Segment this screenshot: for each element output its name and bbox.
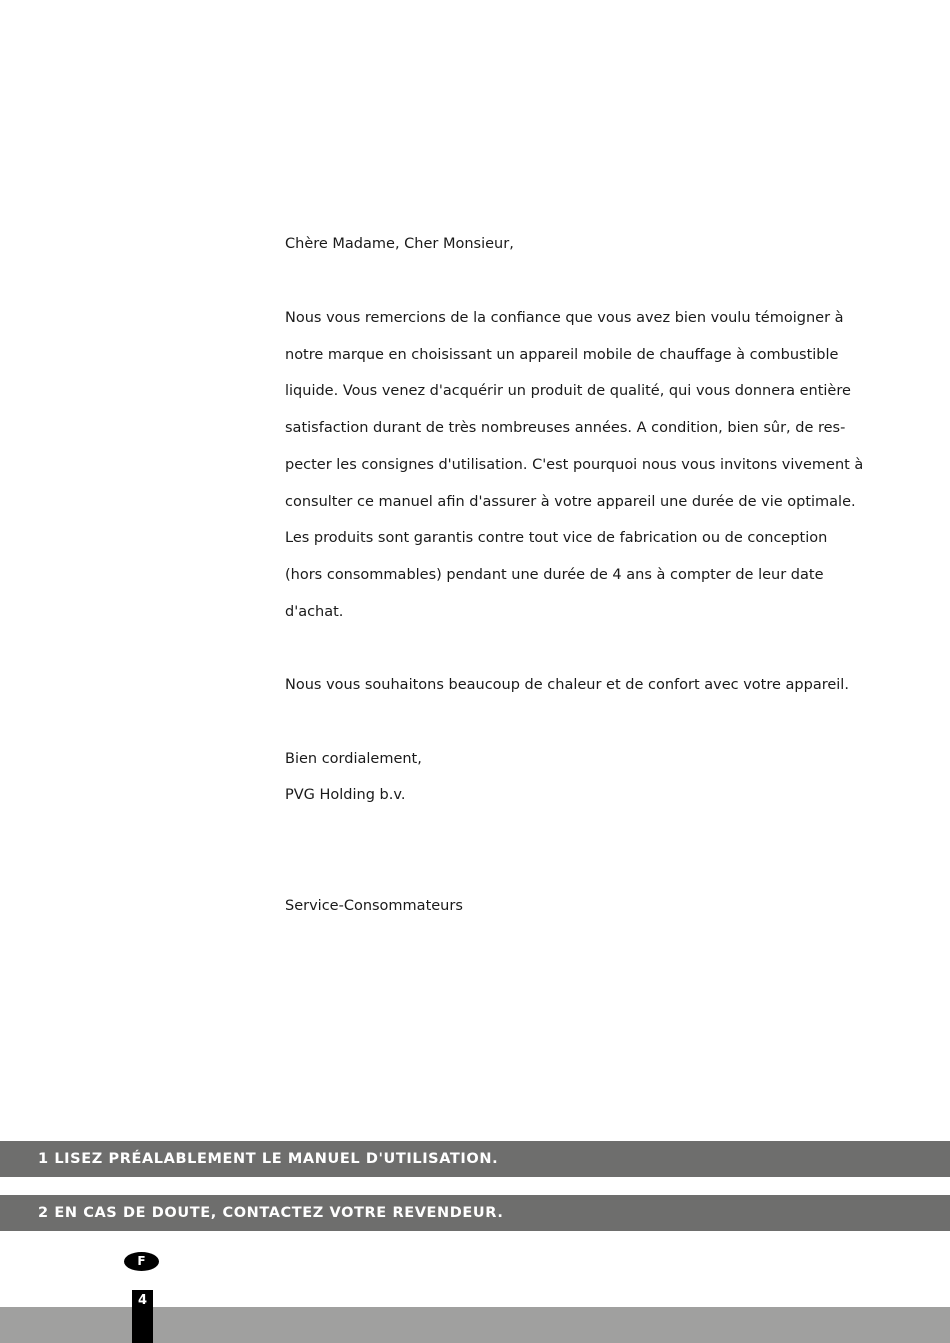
letter-body-line: d'achat. xyxy=(285,604,344,620)
letter-greeting: Chère Madame, Cher Monsieur, xyxy=(285,236,514,252)
letter-body-line: satisfaction durant de très nombreuses années. A condition, bien sûr, de res- xyxy=(285,420,846,436)
letter-body-line: Les produits sont garantis contre tout vice de fabrication ou de conception xyxy=(285,530,828,546)
letter-body-line: Nous vous remercions de la confiance que vous avez bien voulu témoigner à xyxy=(285,310,844,326)
instruction-banner-read-manual: 1 LISEZ PRÉALABLEMENT LE MANUEL D'UTILISATION. xyxy=(0,1141,950,1177)
letter-body-line: consulter ce manuel afin d'assurer à votre appareil une durée de vie optimale. xyxy=(285,494,856,510)
letter-body-line: (hors consommables) pendant une durée de 4 ans à compter de leur date xyxy=(285,567,824,583)
letter-department: Service-Consommateurs xyxy=(285,898,463,914)
letter-company: PVG Holding b.v. xyxy=(285,787,406,803)
page-number: 4 xyxy=(132,1290,153,1343)
letter-closing: Bien cordialement, xyxy=(285,751,422,767)
letter-body-line: notre marque en choisissant un appareil mobile de chauffage à combustible xyxy=(285,347,839,363)
letter-wishes: Nous vous souhaitons beaucoup de chaleur et de confort avec votre appareil. xyxy=(285,677,849,693)
language-badge: F xyxy=(124,1252,159,1271)
letter-body-line: pecter les consignes d'utilisation. C'est pourquoi nous vous invitons vivement à xyxy=(285,457,864,473)
letter-body-line: liquide. Vous venez d'acquérir un produit de qualité, qui vous donnera entière xyxy=(285,383,851,399)
instruction-banner-contact-dealer: 2 EN CAS DE DOUTE, CONTACTEZ VOTRE REVENDEUR. xyxy=(0,1195,950,1231)
